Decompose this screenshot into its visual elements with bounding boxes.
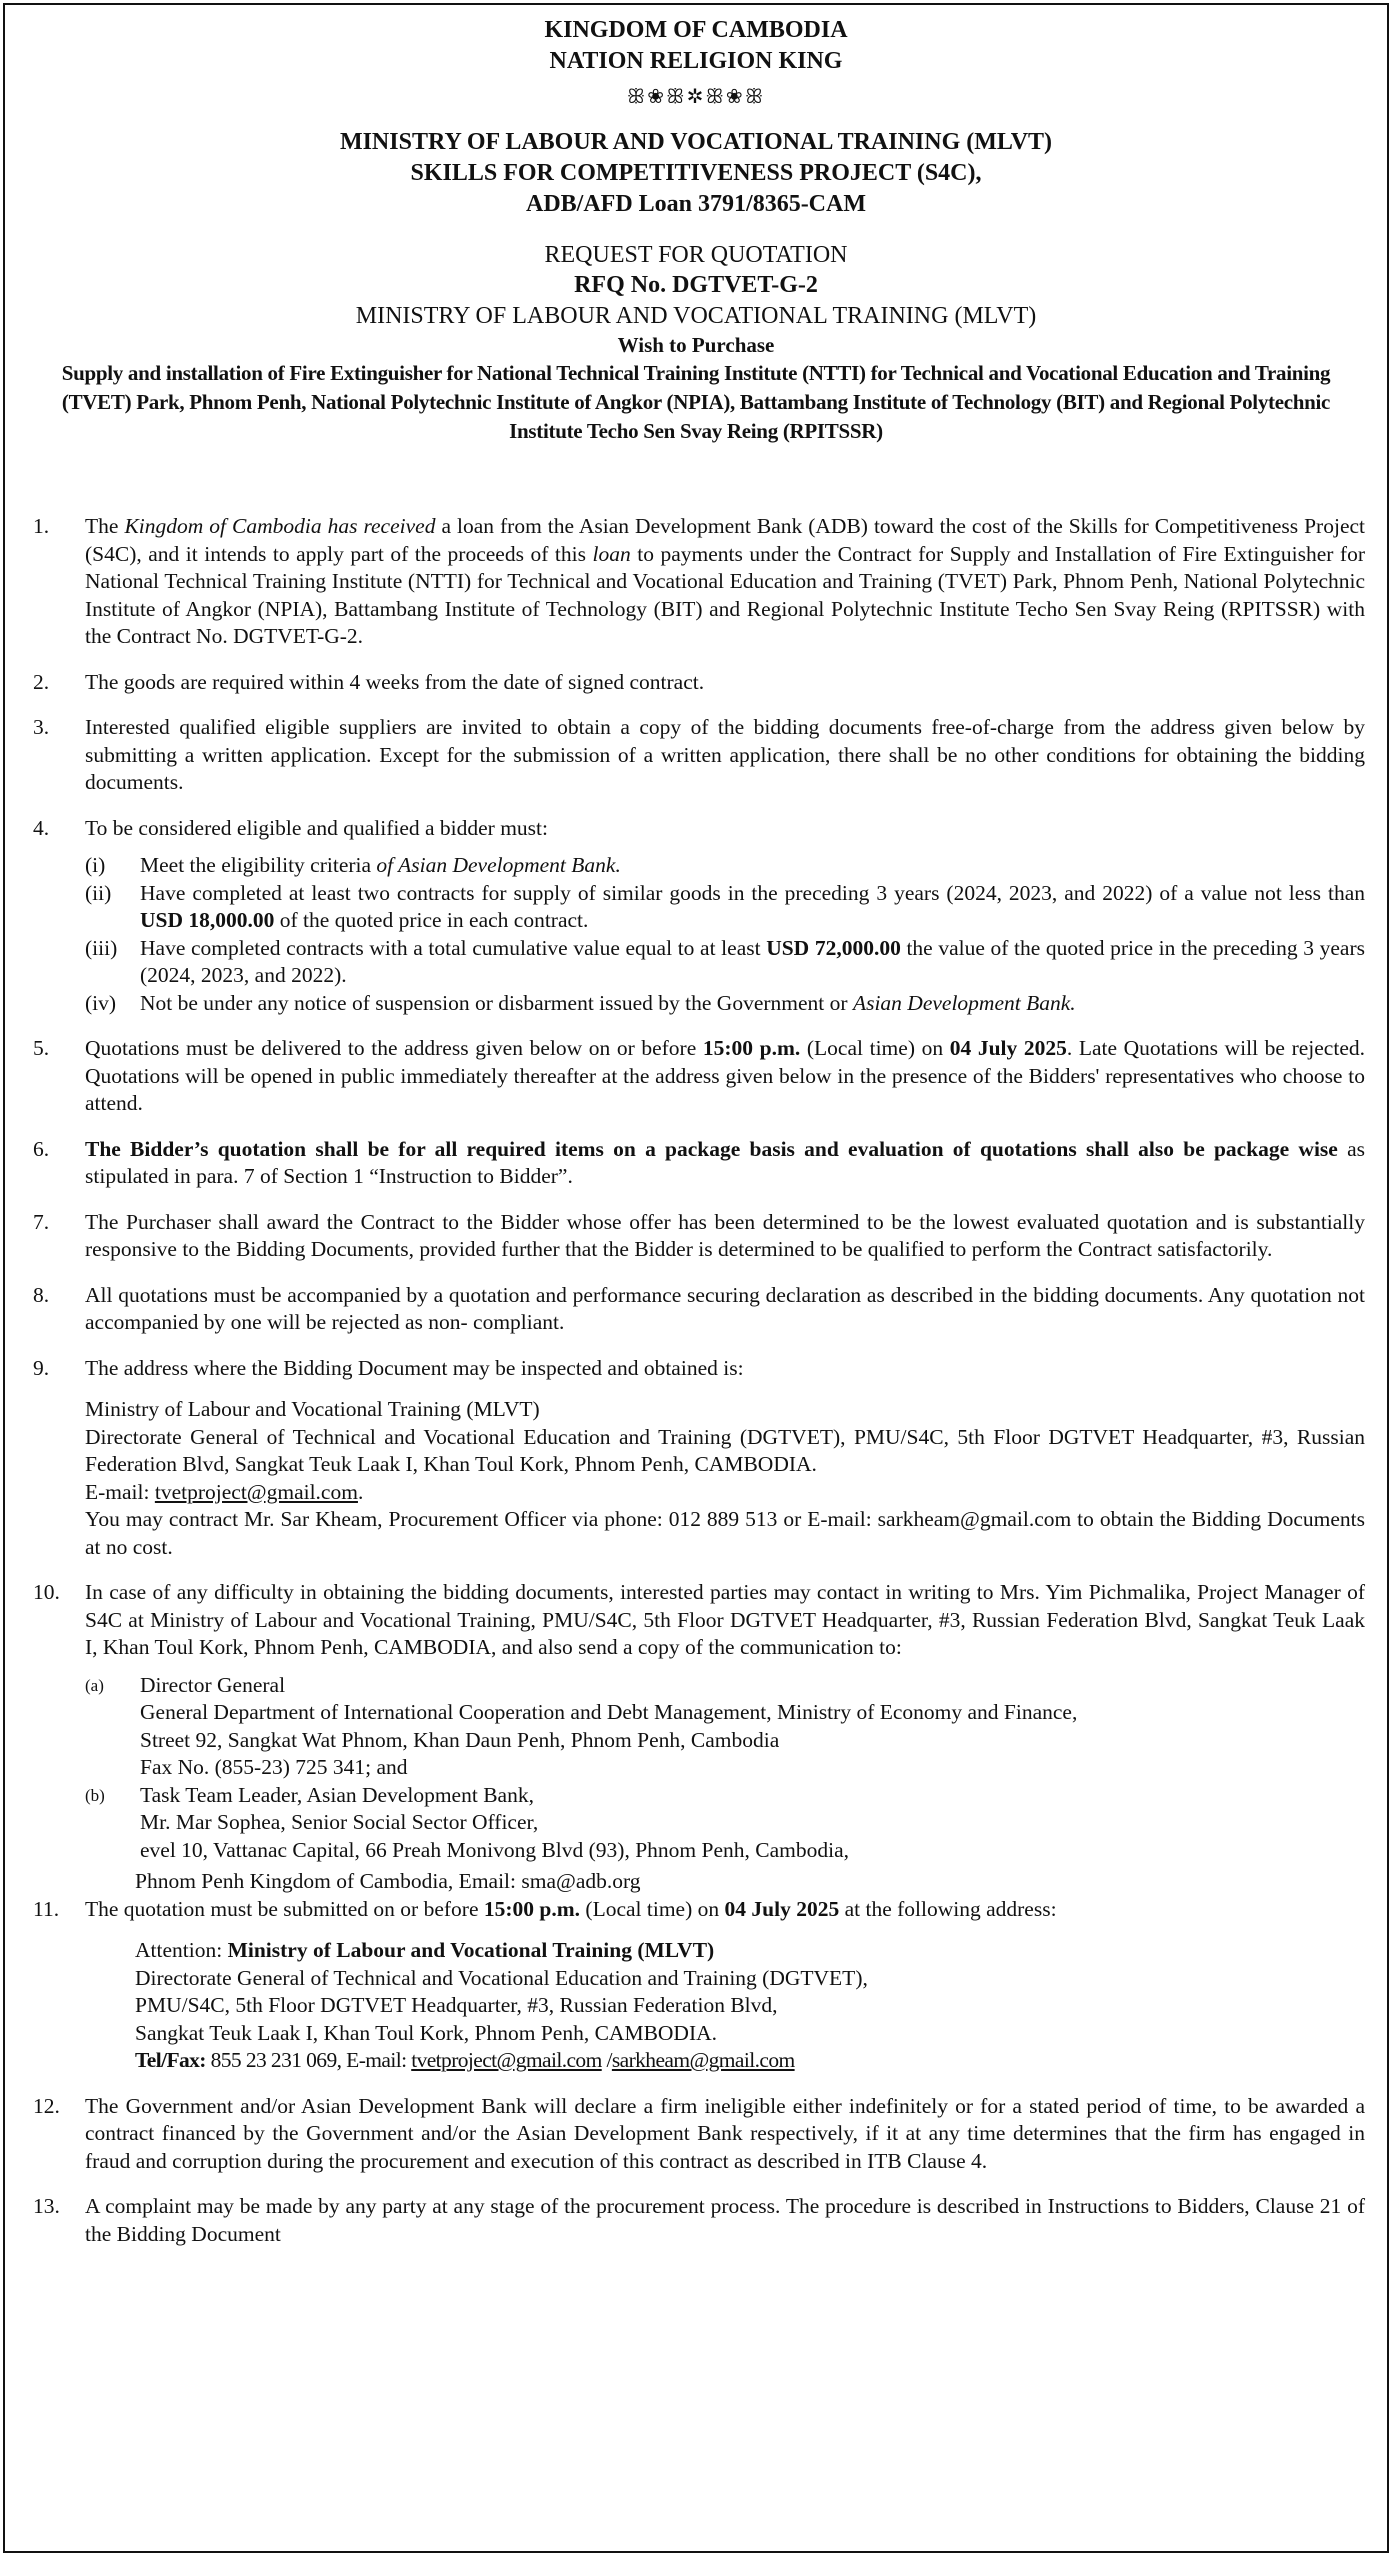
criterion-iv	[85, 990, 1365, 1018]
item-intro: To be considered eligible and qualified a bidder must:	[85, 815, 548, 840]
text-run: Asian Development Bank.	[852, 990, 1076, 1015]
recipient-b	[85, 1782, 1365, 1865]
text-run: of the quoted price in each contract.	[274, 908, 589, 932]
sub-number: (b)	[85, 1785, 105, 1805]
item-number: 1.	[33, 514, 50, 538]
text-run: 04 July 2025	[949, 1036, 1067, 1060]
item-text: A complaint may be made by any party at any stage of the procurement process. The procedure is described in Instructions to Bidders, Clause 21 of the Bidding Document	[85, 2194, 1365, 2246]
email-line	[85, 1479, 1365, 1507]
text-run: . Late Quotations will be rejected. Quotations will be opened in public immediately thereafter at the address given below in the presence of the Bidders' representatives who choose to attend.	[85, 1036, 1365, 1115]
address-line: Task Team Leader, Asian Development Bank,	[140, 1782, 534, 1807]
address-line: evel 10, Vattanac Capital, 66 Preah Monivong Blvd (93), Phnom Penh, Cambodia,	[140, 1837, 850, 1862]
item-text	[85, 815, 1365, 1018]
notice-page	[3, 3, 1389, 2553]
text-run: Meet the eligibility criteria	[140, 853, 377, 877]
item-number: 3.	[33, 715, 50, 739]
text-run: The quotation must be submitted on or before	[85, 1896, 484, 1921]
criterion-i	[85, 852, 1365, 880]
text-run: to payments under the Contract for Supply and Installation of Fire Extinguisher for National Technical Training Institute (NTTI) for Technical and Vocational Education and Training (TVET) Park, Phnom Penh, National Polytechnic Institute of Angkor (NPIA), Battambang Institute of Technology (BIT) and Regional Polytechnic Institute Techo Sen Svay Reing (RPITSSR) with the Contract No. DGTVET-G-2.	[85, 541, 1365, 648]
tel-line	[135, 2047, 1365, 2075]
email-link[interactable]: tvetproject@gmail.com	[411, 2048, 602, 2072]
text-run: at the following address:	[839, 1896, 1057, 1921]
item-9	[33, 1355, 1365, 1562]
loan-number: ADB/AFD Loan 3791/8365-CAM	[526, 191, 866, 217]
sub-text	[140, 990, 1365, 1018]
recipient-a	[85, 1672, 1365, 1782]
item-number: 7.	[33, 1209, 50, 1234]
item-1	[33, 513, 1365, 651]
item-text: All quotations must be accompanied by a quotation and performance securing declaration as described in the bidding documents. Any quotation not accompanied by one will be rejected as non- compliant.	[85, 1282, 1365, 1334]
text-run: 855 23 231 069, E-mail:	[205, 2048, 412, 2072]
sub-number: (i)	[85, 853, 106, 877]
submission-address	[135, 1937, 1365, 2075]
notice-header	[5, 5, 1387, 359]
item-number: 10.	[33, 1580, 60, 1604]
text-run: the value of the quoted price in the preceding 3 years (2024, 2023, and 2022).	[140, 935, 1365, 987]
email-link[interactable]: sarkheam@gmail.com	[611, 2048, 795, 2072]
text-run: The	[85, 514, 125, 538]
address-line: Street 92, Sangkat Wat Phnom, Khan Daun Penh, Phnom Penh, Cambodia	[140, 1727, 780, 1752]
sub-number: (ii)	[85, 880, 112, 905]
item-number: 2.	[33, 669, 50, 694]
attention-line	[135, 1937, 1365, 1965]
item-11	[33, 1896, 1365, 2075]
contact-line: You may contract Mr. Sar Kheam, Procurement Officer via phone: 012 889 513 or E-mail: sarkheam@gmail.com to obtain the Bidding Documents at no cost.	[85, 1507, 1365, 1559]
text-run: of Asian Development Bank.	[376, 853, 621, 877]
motto-line: NATION RELIGION KING	[549, 48, 843, 74]
item-intro	[85, 1896, 1365, 1924]
project-title: SKILLS FOR COMPETITIVENESS PROJECT (S4C),	[410, 160, 982, 186]
ornament-divider: ꕥ❀ꕥ✲ꕥ❀ꕥ	[626, 84, 766, 108]
address-line: Phnom Penh Kingdom of Cambodia, Email: sma@adb.org	[135, 1869, 641, 1893]
rfq-title: REQUEST FOR QUOTATION	[544, 242, 848, 268]
item-10	[33, 1579, 1365, 1896]
item-3	[33, 714, 1365, 797]
text-run: Have completed at least two contracts for supply of similar goods in the preceding 3 years (2024, 2023, and 2022) of a value not less than	[140, 880, 1365, 905]
item-intro: The address where the Bidding Document may be inspected and obtained is:	[85, 1355, 744, 1380]
text-run: E-mail:	[85, 1479, 155, 1504]
address-line: Directorate General of Technical and Vocational Education and Training (DGTVET), PMU/S4C, 5th Floor DGTVET Headquarter, #3, Russian Federation Blvd, Sangkat Teuk Laak I, Khan Toul Kork, Phnom Penh, CAMBODIA.	[85, 1424, 1365, 1476]
ministry-line: MINISTRY OF LABOUR AND VOCATIONAL TRAINING (MLVT)	[355, 303, 1037, 329]
address-line: Mr. Mar Sophea, Senior Social Sector Officer,	[140, 1810, 539, 1834]
item-number: 11.	[33, 1896, 60, 1921]
text-run: /	[601, 2048, 612, 2072]
wish-to-purchase: Wish to Purchase	[617, 333, 775, 357]
item-intro: In case of any difficulty in obtaining the bidding documents, interested parties may contact in writing to Mrs. Yim Pichmalika, Project Manager of S4C at Ministry of Labour and Vocational Training, PMU/S4C, 5th Floor DGTVET Headquarter, #3, Russian Federation Blvd, Sangkat Teuk Laak I, Khan Toul Kork, Phnom Penh, CAMBODIA, and also send a copy of the communication to:	[85, 1580, 1365, 1659]
sub-number: (a)	[85, 1675, 104, 1695]
text-run: .	[357, 1479, 364, 1504]
address-line: Director General	[140, 1672, 286, 1697]
item-12	[33, 2093, 1365, 2176]
item-2	[33, 669, 1365, 697]
text-run: Quotations must be delivered to the address given below on or before	[85, 1036, 703, 1060]
item-8	[33, 1282, 1365, 1337]
text-run: (Local time) on	[580, 1896, 725, 1921]
kingdom-line: KINGDOM OF CAMBODIA	[544, 17, 848, 43]
item-text: The goods are required within 4 weeks from the date of signed contract.	[85, 669, 705, 694]
text-run: 15:00 p.m.	[702, 1036, 801, 1060]
text-run: Attention:	[135, 1938, 228, 1962]
rfq-number: RFQ No. DGTVET-G-2	[574, 272, 818, 298]
sub-number: (iii)	[85, 935, 118, 960]
item-5	[33, 1035, 1365, 1118]
item-7	[33, 1209, 1365, 1264]
item-13	[33, 2193, 1365, 2248]
text-run: as stipulated in para. 7 of Section 1 “Instruction to Bidder”.	[85, 1136, 1365, 1188]
text-run: Have completed contracts with a total cumulative value equal to at least	[140, 935, 767, 960]
sub-text	[140, 935, 1365, 990]
item-text	[85, 513, 1365, 651]
text-run: 04 July 2025	[724, 1896, 840, 1921]
item-text: The Government and/or Asian Development Bank will declare a firm ineligible either indefinitely or for a stated period of time, to be awarded a contract financed by the Government and/or the Asian Development Bank respectively, if it at any time determines that the firm has engaged in fraud and corruption during the procurement and execution of this contract as described in ITB Clause 4.	[85, 2093, 1365, 2173]
text-run: Not be under any notice of suspension or disbarment issued by the Government or	[140, 990, 853, 1015]
address-line: PMU/S4C, 5th Floor DGTVET Headquarter, #3, Russian Federation Blvd,	[135, 1993, 778, 2017]
criterion-ii	[85, 880, 1365, 935]
item-number: 4.	[33, 815, 50, 840]
text-run: The Bidder’s quotation shall be for all required items on a package basis and evaluation of quotations shall also be package wise	[85, 1136, 1338, 1161]
item-text	[85, 1035, 1365, 1118]
text-run: Ministry of Labour and Vocational Training (MLVT)	[227, 1938, 715, 1962]
sub-text	[140, 1782, 1365, 1865]
sub-text	[140, 1672, 1365, 1782]
address-line: General Department of International Cooperation and Debt Management, Ministry of Economy and Finance,	[140, 1700, 1078, 1724]
ministry-title: MINISTRY OF LABOUR AND VOCATIONAL TRAINING (MLVT)	[339, 129, 1053, 155]
address-line: Fax No. (855-23) 725 341; and	[140, 1755, 408, 1779]
item-text	[85, 1579, 1365, 1896]
item-number: 8.	[33, 1282, 50, 1307]
notice-body	[33, 513, 1365, 2248]
address-line: Ministry of Labour and Vocational Training (MLVT)	[85, 1397, 540, 1421]
text-run: Kingdom of Cambodia has received	[124, 514, 436, 538]
text-run: 15:00 p.m.	[483, 1896, 581, 1921]
sub-text	[140, 880, 1365, 935]
item-number: 5.	[33, 1036, 50, 1060]
item-number: 9.	[33, 1355, 50, 1380]
email-link[interactable]: tvetproject@gmail.com	[154, 1479, 358, 1504]
text-run: USD 72,000.00	[766, 935, 901, 960]
subject-title: Supply and installation of Fire Extinguisher for National Technical Training Institute (NTTI) for Technical and Vocational Education and Training (TVET) Park, Phnom Penh, National Polytechnic Institute of Angkor (NPIA), Battambang Institute of Technology (BIT) and Regional Polytechnic Institute Techo Sen Svay Reing (RPITSSR)	[61, 361, 1331, 443]
item-text	[85, 1355, 1365, 1562]
item-number: 13.	[33, 2194, 60, 2218]
text-run: loan	[592, 541, 631, 566]
item-6	[33, 1136, 1365, 1191]
sub-text	[140, 852, 1365, 880]
item-text: Interested qualified eligible suppliers are invited to obtain a copy of the bidding documents free-of-charge from the address given below by submitting a written application. Except for the submission of a written application, there shall be no other conditions for obtaining the bidding documents.	[85, 715, 1365, 794]
address-line: Directorate General of Technical and Vocational Education and Training (DGTVET),	[135, 1965, 868, 1990]
item-text	[85, 1896, 1365, 2075]
criterion-iii	[85, 935, 1365, 990]
address-line: Sangkat Teuk Laak I, Khan Toul Kork, Phnom Penh, CAMBODIA.	[135, 2020, 718, 2045]
item-text: The Purchaser shall award the Contract to the Bidder whose offer has been determined to be the lowest evaluated quotation and is substantially responsive to the Bidding Documents, provided further that the Bidder is determined to be qualified to perform the Contract satisfactorily.	[85, 1209, 1365, 1261]
sub-number: (iv)	[85, 990, 117, 1015]
text-run: Tel/Fax:	[135, 2048, 206, 2072]
text-run: USD 18,000.00	[140, 908, 275, 932]
item-number: 6.	[33, 1136, 50, 1161]
item-4	[33, 815, 1365, 1018]
item-number: 12.	[33, 2093, 60, 2118]
text-run: a loan from the Asian Development Bank (ADB) toward the cost of the Skills for Competitiveness Project (S4C), and it intends to apply part of the proceeds of this	[85, 514, 1366, 566]
text-run: (Local time) on	[800, 1036, 950, 1060]
item-text	[85, 1136, 1365, 1191]
